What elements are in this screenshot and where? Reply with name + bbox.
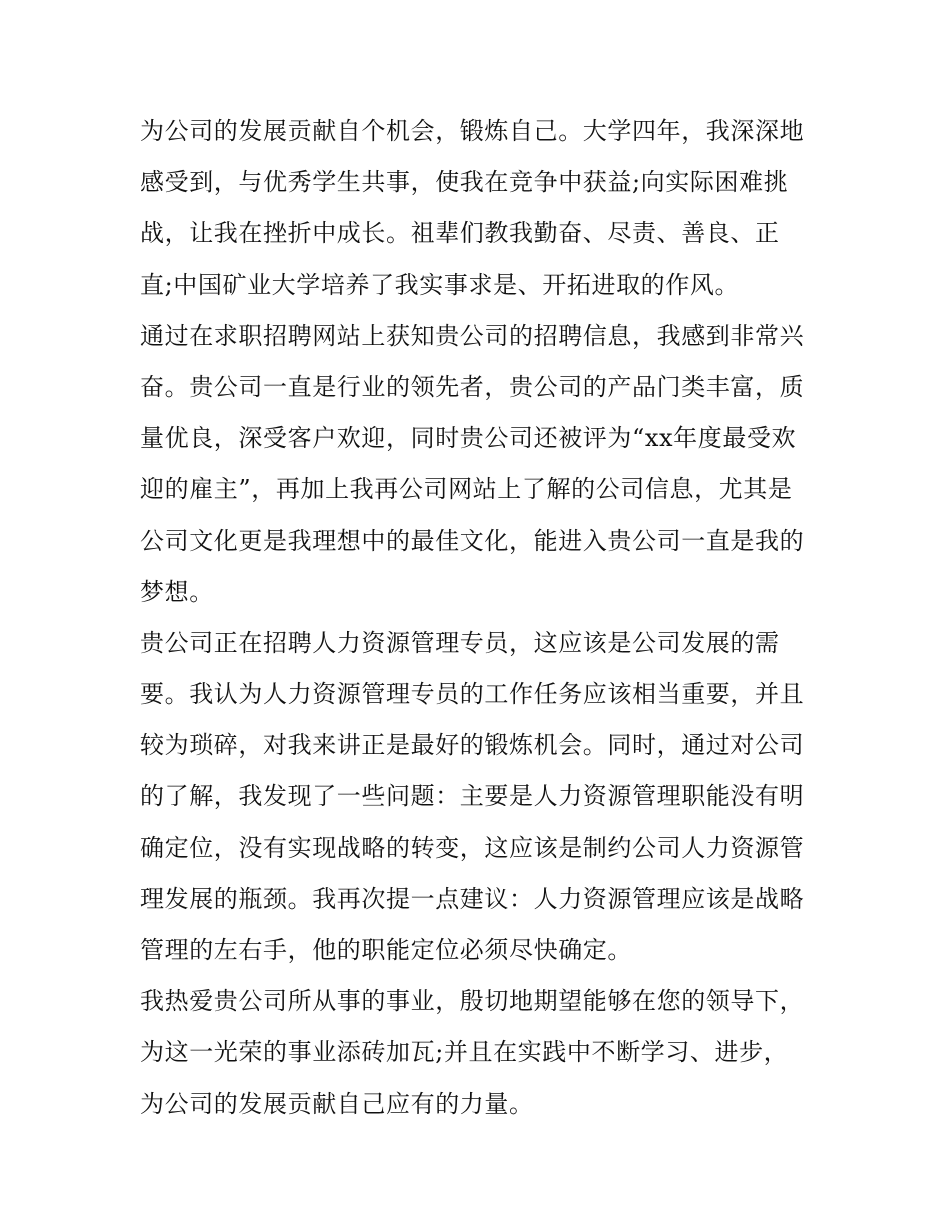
text-line: 感受到，与优秀学生共事，使我在竞争中获益;向实际困难挑 bbox=[140, 168, 789, 197]
text-line: 我热爱贵公司所从事的事业，殷切地期望能够在您的领导下， bbox=[140, 987, 805, 1016]
document-body bbox=[140, 106, 830, 1130]
text-line: 贵公司正在招聘人力资源管理专员，这应该是公司发展的需 bbox=[140, 628, 780, 657]
text-line: 为这一光荣的事业添砖加瓦;并且在实践中不断学习、进步， bbox=[140, 1038, 789, 1067]
text-line: 的了解，我发现了一些问题：主要是人力资源管理职能没有明 bbox=[140, 782, 805, 811]
text-line: 量优良，深受客户欢迎，同时贵公司还被评为“xx年度最受欢 bbox=[140, 424, 797, 453]
text-line: 较为琐碎，对我来讲正是最好的锻炼机会。同时，通过对公司 bbox=[140, 731, 805, 760]
text-line: 梦想。 bbox=[140, 577, 214, 606]
text-line: 管理的左右手，他的职能定位必须尽快确定。 bbox=[140, 936, 632, 964]
text-line: 奋。贵公司一直是行业的领先者，贵公司的产品门类丰富，质 bbox=[140, 372, 805, 401]
text-line: 公司文化更是我理想中的最佳文化，能进入贵公司一直是我的 bbox=[140, 526, 805, 555]
text-line: 确定位，没有实现战略的转变，这应该是制约公司人力资源管 bbox=[140, 833, 805, 862]
text-line: 为公司的发展贡献自己应有的力量。 bbox=[140, 1089, 534, 1118]
text-line: 直;中国矿业大学培养了我实事求是、开拓进取的作风。 bbox=[140, 270, 740, 299]
text-line: 为公司的发展贡献自个机会，锻炼自己。大学四年，我深深地 bbox=[140, 117, 805, 145]
text-line: 迎的雇主”，再加上我再公司网站上了解的公司信息，尤其是 bbox=[140, 475, 793, 504]
text-line: 战，让我在挫折中成长。祖辈们教我勤奋、尽责、善良、正 bbox=[140, 219, 780, 248]
text-line: 要。我认为人力资源管理专员的工作任务应该相当重要，并且 bbox=[140, 680, 805, 709]
text-line: 通过在求职招聘网站上获知贵公司的招聘信息，我感到非常兴 bbox=[140, 321, 805, 350]
text-line: 理发展的瓶颈。我再次提一点建议：人力资源管理应该是战略 bbox=[140, 884, 805, 913]
